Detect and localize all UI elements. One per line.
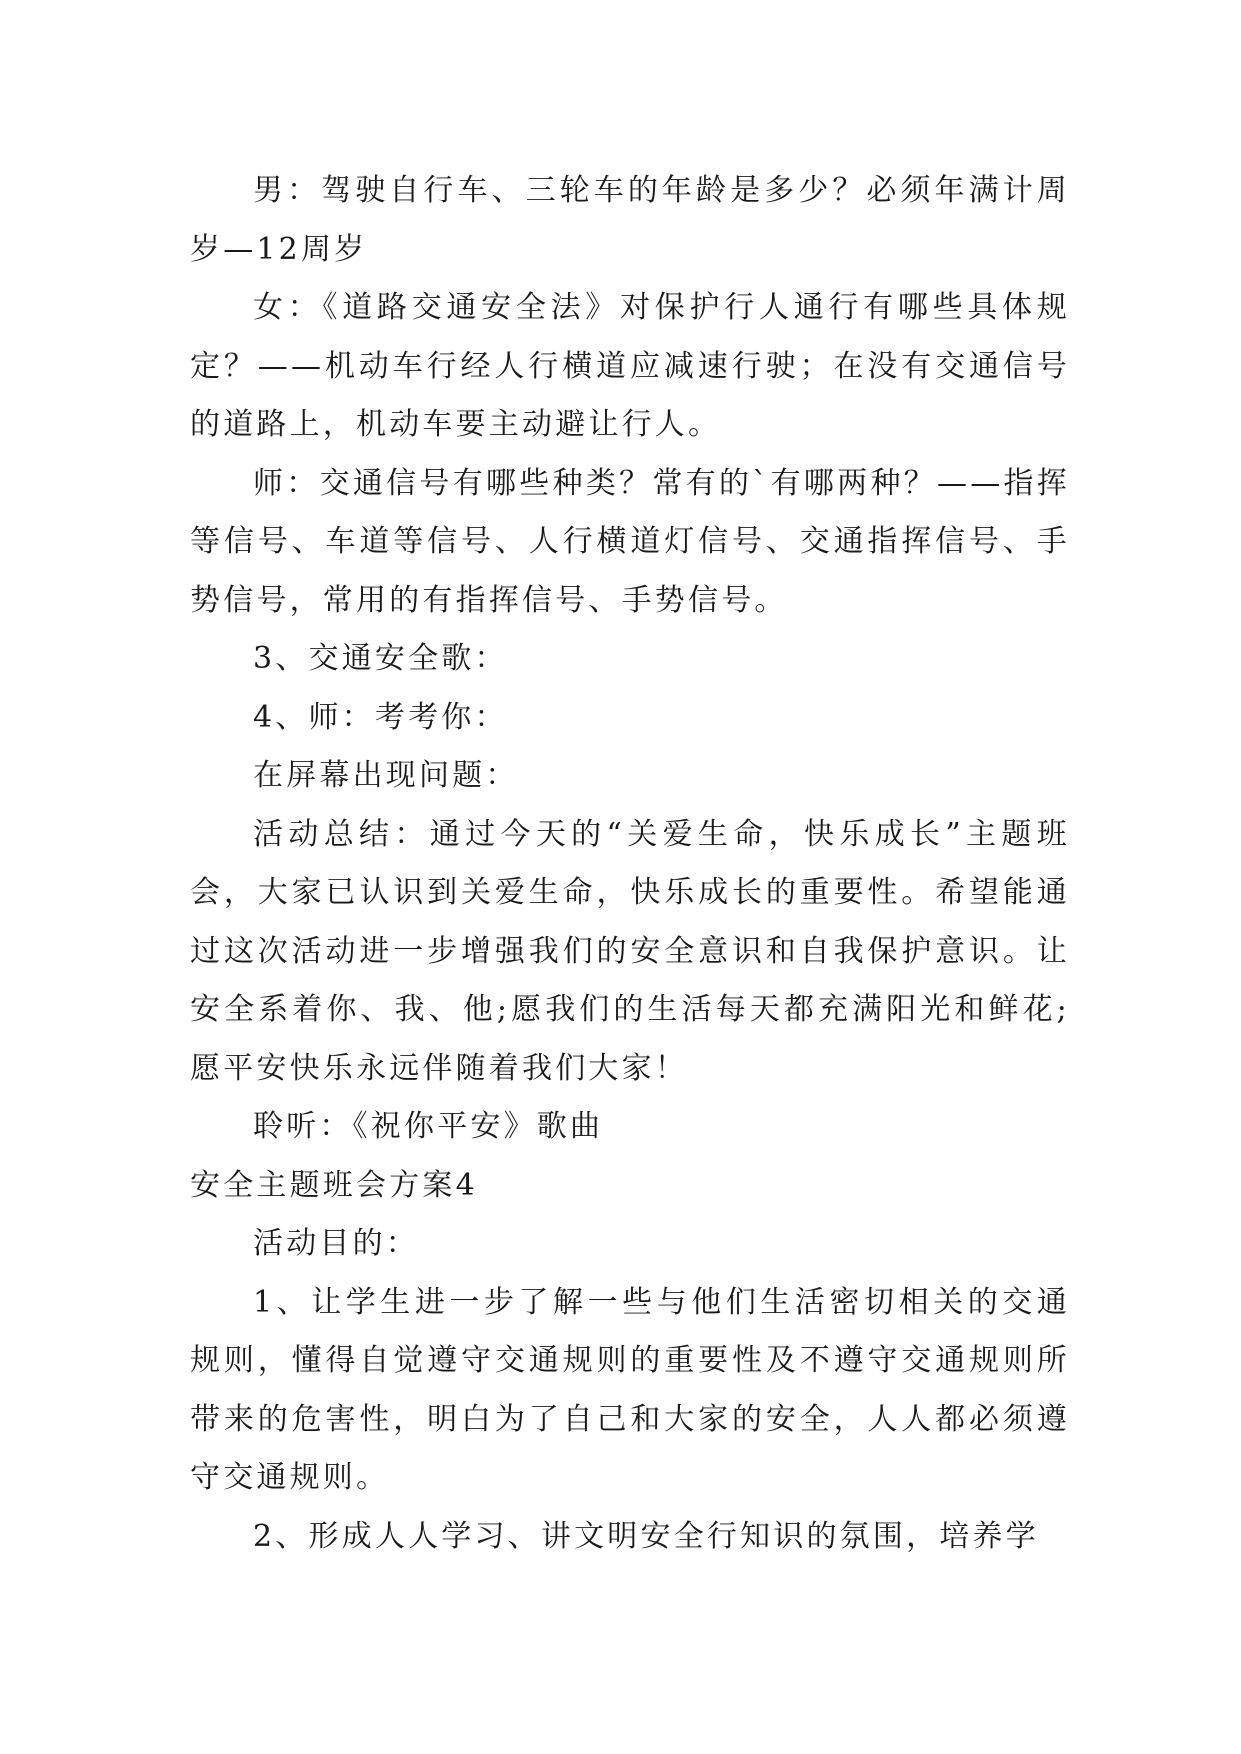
paragraph-screen-question: 在屏幕出现问题： <box>253 758 519 793</box>
paragraph-activity-summary: 活动总结：通过今天的“关爱生命，快乐成长”主题班会，大家已认识到关爱生命，快乐成长的重要性。希望能通过这次活动进一步增强我们的安全意识和自我保护意识。让安全系着你、我、他;愿我们的生活每天都充满阳光和鲜花;愿平安快乐永远伴随着我们大家！ <box>190 816 1070 1086</box>
paragraph-female-question: 女：《道路交通安全法》对保护行人通行有哪些具体规定？——机动车行经人行横道应减速行驶；在没有交通信号的道路上，机动车要主动避让行人。 <box>190 290 1070 442</box>
paragraph-quiz: 4、师：考考你： <box>253 699 508 735</box>
paragraph-safety-song: 3、交通安全歌： <box>253 641 508 676</box>
paragraph-teacher-question: 师：交通信号有哪些种类？常有的`有哪两种？——指挥等信号、车道等信号、人行横道灯信号、交通指挥信号、手势信号，常用的有指挥信号、手势信号。 <box>190 465 1070 618</box>
paragraph-goal-2: 2、形成人人学习、讲文明安全行知识的氛围，培养学 <box>253 1518 1039 1554</box>
section-heading: 安全主题班会方案4 <box>190 1167 478 1203</box>
paragraph-activity-goal: 活动目的： <box>253 1226 419 1261</box>
document-body <box>190 162 1070 1566</box>
paragraph-listen-song: 聆听：《祝你平安》歌曲 <box>253 1109 604 1144</box>
paragraph-male-question: 男：驾驶自行车、三轮车的年龄是多少？必须年满计周岁—12周岁 <box>190 173 1070 267</box>
paragraph-goal-1: 1、让学生进一步了解一些与他们生活密切相关的交通规则，懂得自觉遵守交通规则的重要性及不遵守交通规则所带来的危害性，明白为了自己和大家的安全，人人都必须遵守交通规则。 <box>190 1284 1070 1495</box>
